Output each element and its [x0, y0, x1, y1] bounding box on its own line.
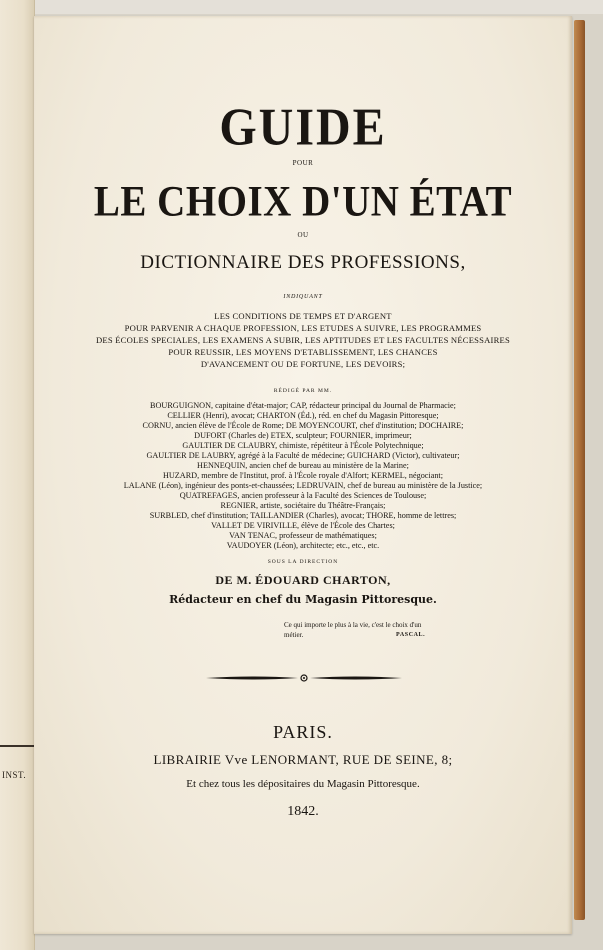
contributor-line: VAN TENAC, professeur de mathématiques;	[229, 531, 377, 540]
contributor-line: HENNEQUIN, ancien chef de bureau au ministère de la Marine;	[197, 461, 409, 470]
cover-edge	[0, 0, 35, 950]
contributor-line: LALANE (Léon), ingénieur des ponts-et-chaussées; LEDRUVAIN, chef de bureau au ministère de la Justice;	[123, 481, 483, 490]
epigraph-line-1: Ce qui importe le plus à la vie, c'est le choix d'un	[284, 621, 422, 629]
director-name: DE M. ÉDOUARD CHARTON,	[215, 573, 391, 587]
contributor-line: CELLIER (Henri), avocat; CHARTON (Éd.), réd. en chef du Magasin Pittoresque;	[167, 411, 439, 420]
cover-fragment-text: INST.	[2, 770, 27, 780]
direction-label: SOUS LA DIRECTION	[267, 559, 339, 565]
indiquant-label: INDIQUANT	[283, 294, 323, 300]
contributor-line: GAULTIER DE CLAUBRY, chimiste, répétiteur à l'École Polytechnique;	[182, 441, 424, 450]
contributor-line: SURBLED, chef d'institution; TAILLANDIER (Charles), avocat; THORE, homme de lettres;	[149, 511, 457, 520]
background-top	[0, 0, 603, 14]
contributor-line: DUFORT (Charles de) ETEX, sculpteur; FOURNIER, imprimeur;	[194, 431, 412, 440]
title-pour: POUR	[292, 159, 314, 167]
book-spine-edge	[574, 20, 585, 920]
title-ou: OU	[297, 231, 309, 239]
imprint-year: 1842.	[287, 804, 319, 819]
contributor-line: BOURGUIGNON, capitaine d'état-major; CAP, rédacteur principal du Journal de Pharmacie;	[150, 401, 456, 410]
title-page	[34, 16, 572, 934]
description-line: POUR PARVENIR A CHAQUE PROFESSION, LES ETUDES A SUIVRE, LES PROGRAMMES	[124, 323, 482, 333]
description-line: DES ÉCOLES SPECIALES, LES EXAMENS A SUBIR, LES APTITUDES ET LES FACULTES NÉCESSAIRES	[96, 335, 510, 345]
title-main: LE CHOIX D'UN ÉTAT	[93, 177, 513, 226]
imprint-publisher: LIBRAIRIE Vve LENORMANT, RUE DE SEINE, 8;	[153, 752, 453, 767]
contributor-line: CORNU, ancien élève de l'École de Rome; DE MOYENCOURT, chef d'institution; DOCHAIRE;	[142, 421, 464, 430]
contributor-line: GAULTIER DE LAUBRY, agrégé à la Faculté de médecine; GUICHARD (Victor), cultivateur;	[146, 451, 460, 460]
contributor-line: QUATREFAGES, ancien professeur à la Faculté des Sciences de Toulouse;	[179, 491, 427, 500]
epigraph-author: PASCAL.	[396, 632, 426, 638]
title-guide: GUIDE	[219, 98, 387, 157]
description-line: POUR REUSSIR, LES MOYENS D'ETABLISSEMENT, LES CHANCES	[168, 347, 438, 357]
contributor-line: VALLET DE VIRIVILLE, élève de l'École des Chartes;	[211, 521, 395, 530]
imprint-city: PARIS.	[273, 722, 333, 742]
contributor-line: REGNIER, artiste, sociétaire du Théâtre-Français;	[220, 501, 386, 510]
ornamental-rule	[204, 674, 404, 682]
epigraph-line-2: métier.	[284, 631, 304, 639]
contributor-line: VAUDOYER (Léon), architecte; etc., etc., etc.	[226, 541, 380, 550]
description-line: LES CONDITIONS DE TEMPS ET D'ARGENT	[214, 311, 392, 321]
director-role: Rédacteur en chef du Magasin Pittoresque.	[169, 593, 437, 606]
imprint-depots: Et chez tous les dépositaires du Magasin Pittoresque.	[186, 778, 420, 790]
title-subtitle: DICTIONNAIRE DES PROFESSIONS,	[140, 252, 466, 273]
contributor-line: HUZARD, membre de l'Institut, prof. à l'École royale d'Alfort; KERMEL, négociant;	[162, 471, 443, 480]
description-line: D'AVANCEMENT OU DE FORTUNE, LES DEVOIRS;	[200, 359, 406, 369]
epigraph	[284, 620, 426, 640]
cover-rule	[0, 745, 34, 747]
redige-par-label: RÉDIGÉ PAR MM.	[273, 388, 333, 394]
